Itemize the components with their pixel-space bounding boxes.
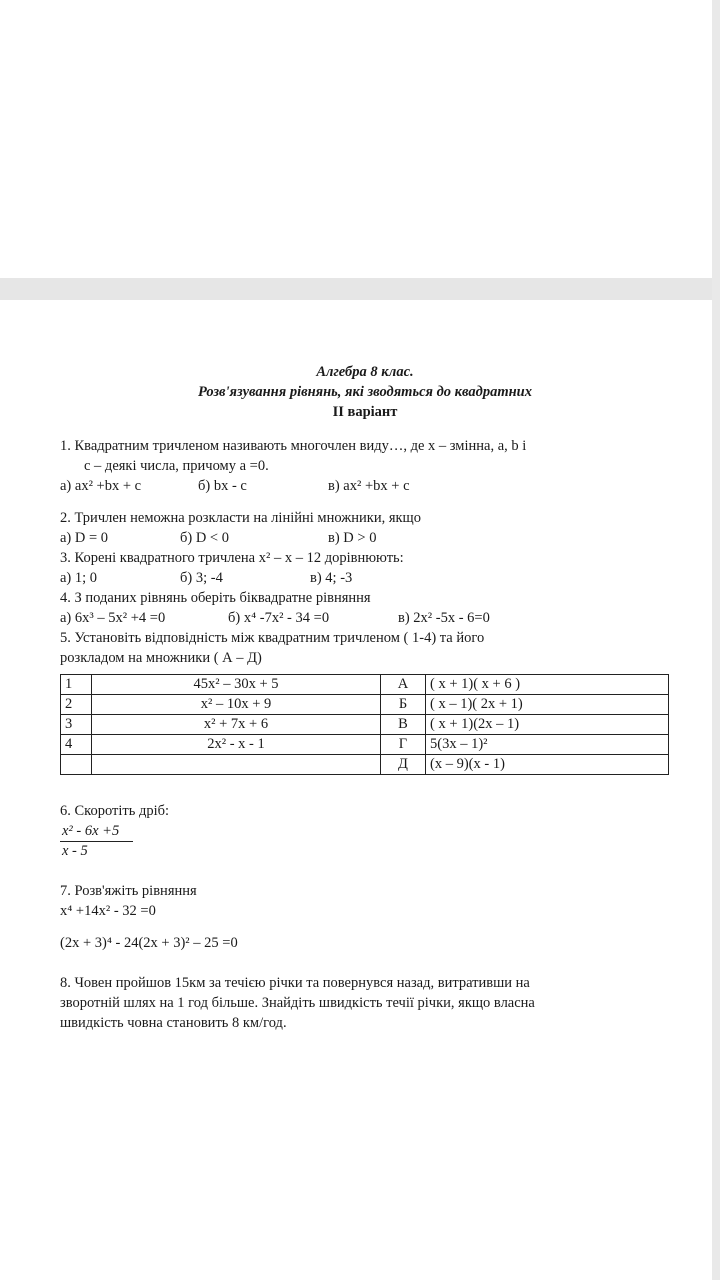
question-2: 2. Тричлен неможна розкласти на лінійні множники, якщо [60, 510, 421, 526]
row-factorization: 5(3x – 1)² [426, 735, 669, 755]
page-gap [0, 278, 720, 300]
row-number [61, 755, 92, 775]
document-page [0, 300, 712, 1280]
row-letter: Г [381, 735, 426, 755]
option-b: б) 3; -4 [180, 570, 223, 586]
previous-page [0, 0, 712, 278]
row-number: 1 [61, 675, 92, 695]
equation-1: x⁴ +14x² - 32 =0 [60, 903, 156, 919]
question-7: 7. Розв'яжіть рівняння [60, 883, 197, 899]
question-1: 1. Квадратним тричленом називають многочлен виду…, де x – змінна, a, b і [60, 438, 527, 454]
option-c: в) D > 0 [328, 530, 377, 546]
option-c: в) 2x² -5x - 6=0 [398, 610, 490, 626]
question-3: 3. Корені квадратного тричлена x² – x – 12 дорівнюють: [60, 550, 404, 566]
row-letter: В [381, 715, 426, 735]
question-5: 5. Установіть відповідність між квадратним тричленом ( 1-4) та його [60, 630, 485, 646]
option-a: а) ax² +bx + c [60, 478, 142, 494]
question-4-options [60, 608, 670, 628]
doc-subtitle: Розв'язування рівнянь, які зводяться до квадратних [197, 384, 532, 400]
row-trinomial: x² – 10x + 9 [92, 695, 381, 715]
row-letter: А [381, 675, 426, 695]
option-c: в) ax² +bx + c [328, 478, 410, 494]
question-5-cont: розкладом на множники ( А – Д) [60, 650, 262, 666]
table-row [61, 735, 669, 755]
option-a: а) D = 0 [60, 530, 109, 546]
question-2-options [60, 528, 670, 548]
table-row [61, 695, 669, 715]
option-b: б) x⁴ -7x² - 34 =0 [228, 610, 330, 626]
row-number: 3 [61, 715, 92, 735]
fraction-numerator: x² - 6x +5 [60, 823, 133, 842]
table-row [61, 715, 669, 735]
doc-title: Алгебра 8 клас. [316, 364, 414, 380]
question-8-cont: зворотній шлях на 1 год більше. Знайдіть швидкість течії річки, якщо власна [60, 995, 535, 1011]
row-factorization: ( x – 1)( 2x + 1) [426, 695, 669, 715]
option-a: а) 6x³ – 5x² +4 =0 [60, 610, 166, 626]
question-8-end: швидкість човна становить 8 км/год. [60, 1015, 287, 1031]
question-1-options [60, 476, 670, 496]
question-4: 4. З поданих рівнянь оберіть біквадратне рівняння [60, 590, 371, 606]
fraction-denominator: x - 5 [62, 843, 88, 859]
row-factorization: ( x + 1)( x + 6 ) [426, 675, 669, 695]
page-edge [712, 0, 720, 1280]
table-row [61, 755, 669, 775]
option-b: б) bx - c [198, 478, 247, 494]
document-body [60, 362, 670, 1033]
question-3-options [60, 568, 670, 588]
question-1-cont: c – деякі числа, причому a =0. [84, 458, 269, 474]
option-a: а) 1; 0 [60, 570, 98, 586]
row-factorization: (x – 9)(x - 1) [426, 755, 669, 775]
row-trinomial: x² + 7x + 6 [92, 715, 381, 735]
question-8: 8. Човен пройшов 15км за течією річки та повернувся назад, витративши на [60, 975, 530, 991]
question-6: 6. Скоротіть дріб: [60, 803, 170, 819]
row-letter: Б [381, 695, 426, 715]
option-c: в) 4; -3 [310, 570, 353, 586]
row-number: 4 [61, 735, 92, 755]
table-row [61, 675, 669, 695]
row-number: 2 [61, 695, 92, 715]
fraction [60, 823, 133, 861]
row-letter: Д [381, 755, 426, 775]
equation-2: (2x + 3)⁴ - 24(2x + 3)² – 25 =0 [60, 935, 238, 951]
row-trinomial [92, 755, 381, 775]
row-trinomial: 2x² - x - 1 [92, 735, 381, 755]
row-factorization: ( x + 1)(2x – 1) [426, 715, 669, 735]
row-trinomial: 45x² – 30x + 5 [92, 675, 381, 695]
matching-table [60, 674, 669, 775]
option-b: б) D < 0 [180, 530, 229, 546]
doc-variant: ІІ варіант [332, 404, 398, 420]
